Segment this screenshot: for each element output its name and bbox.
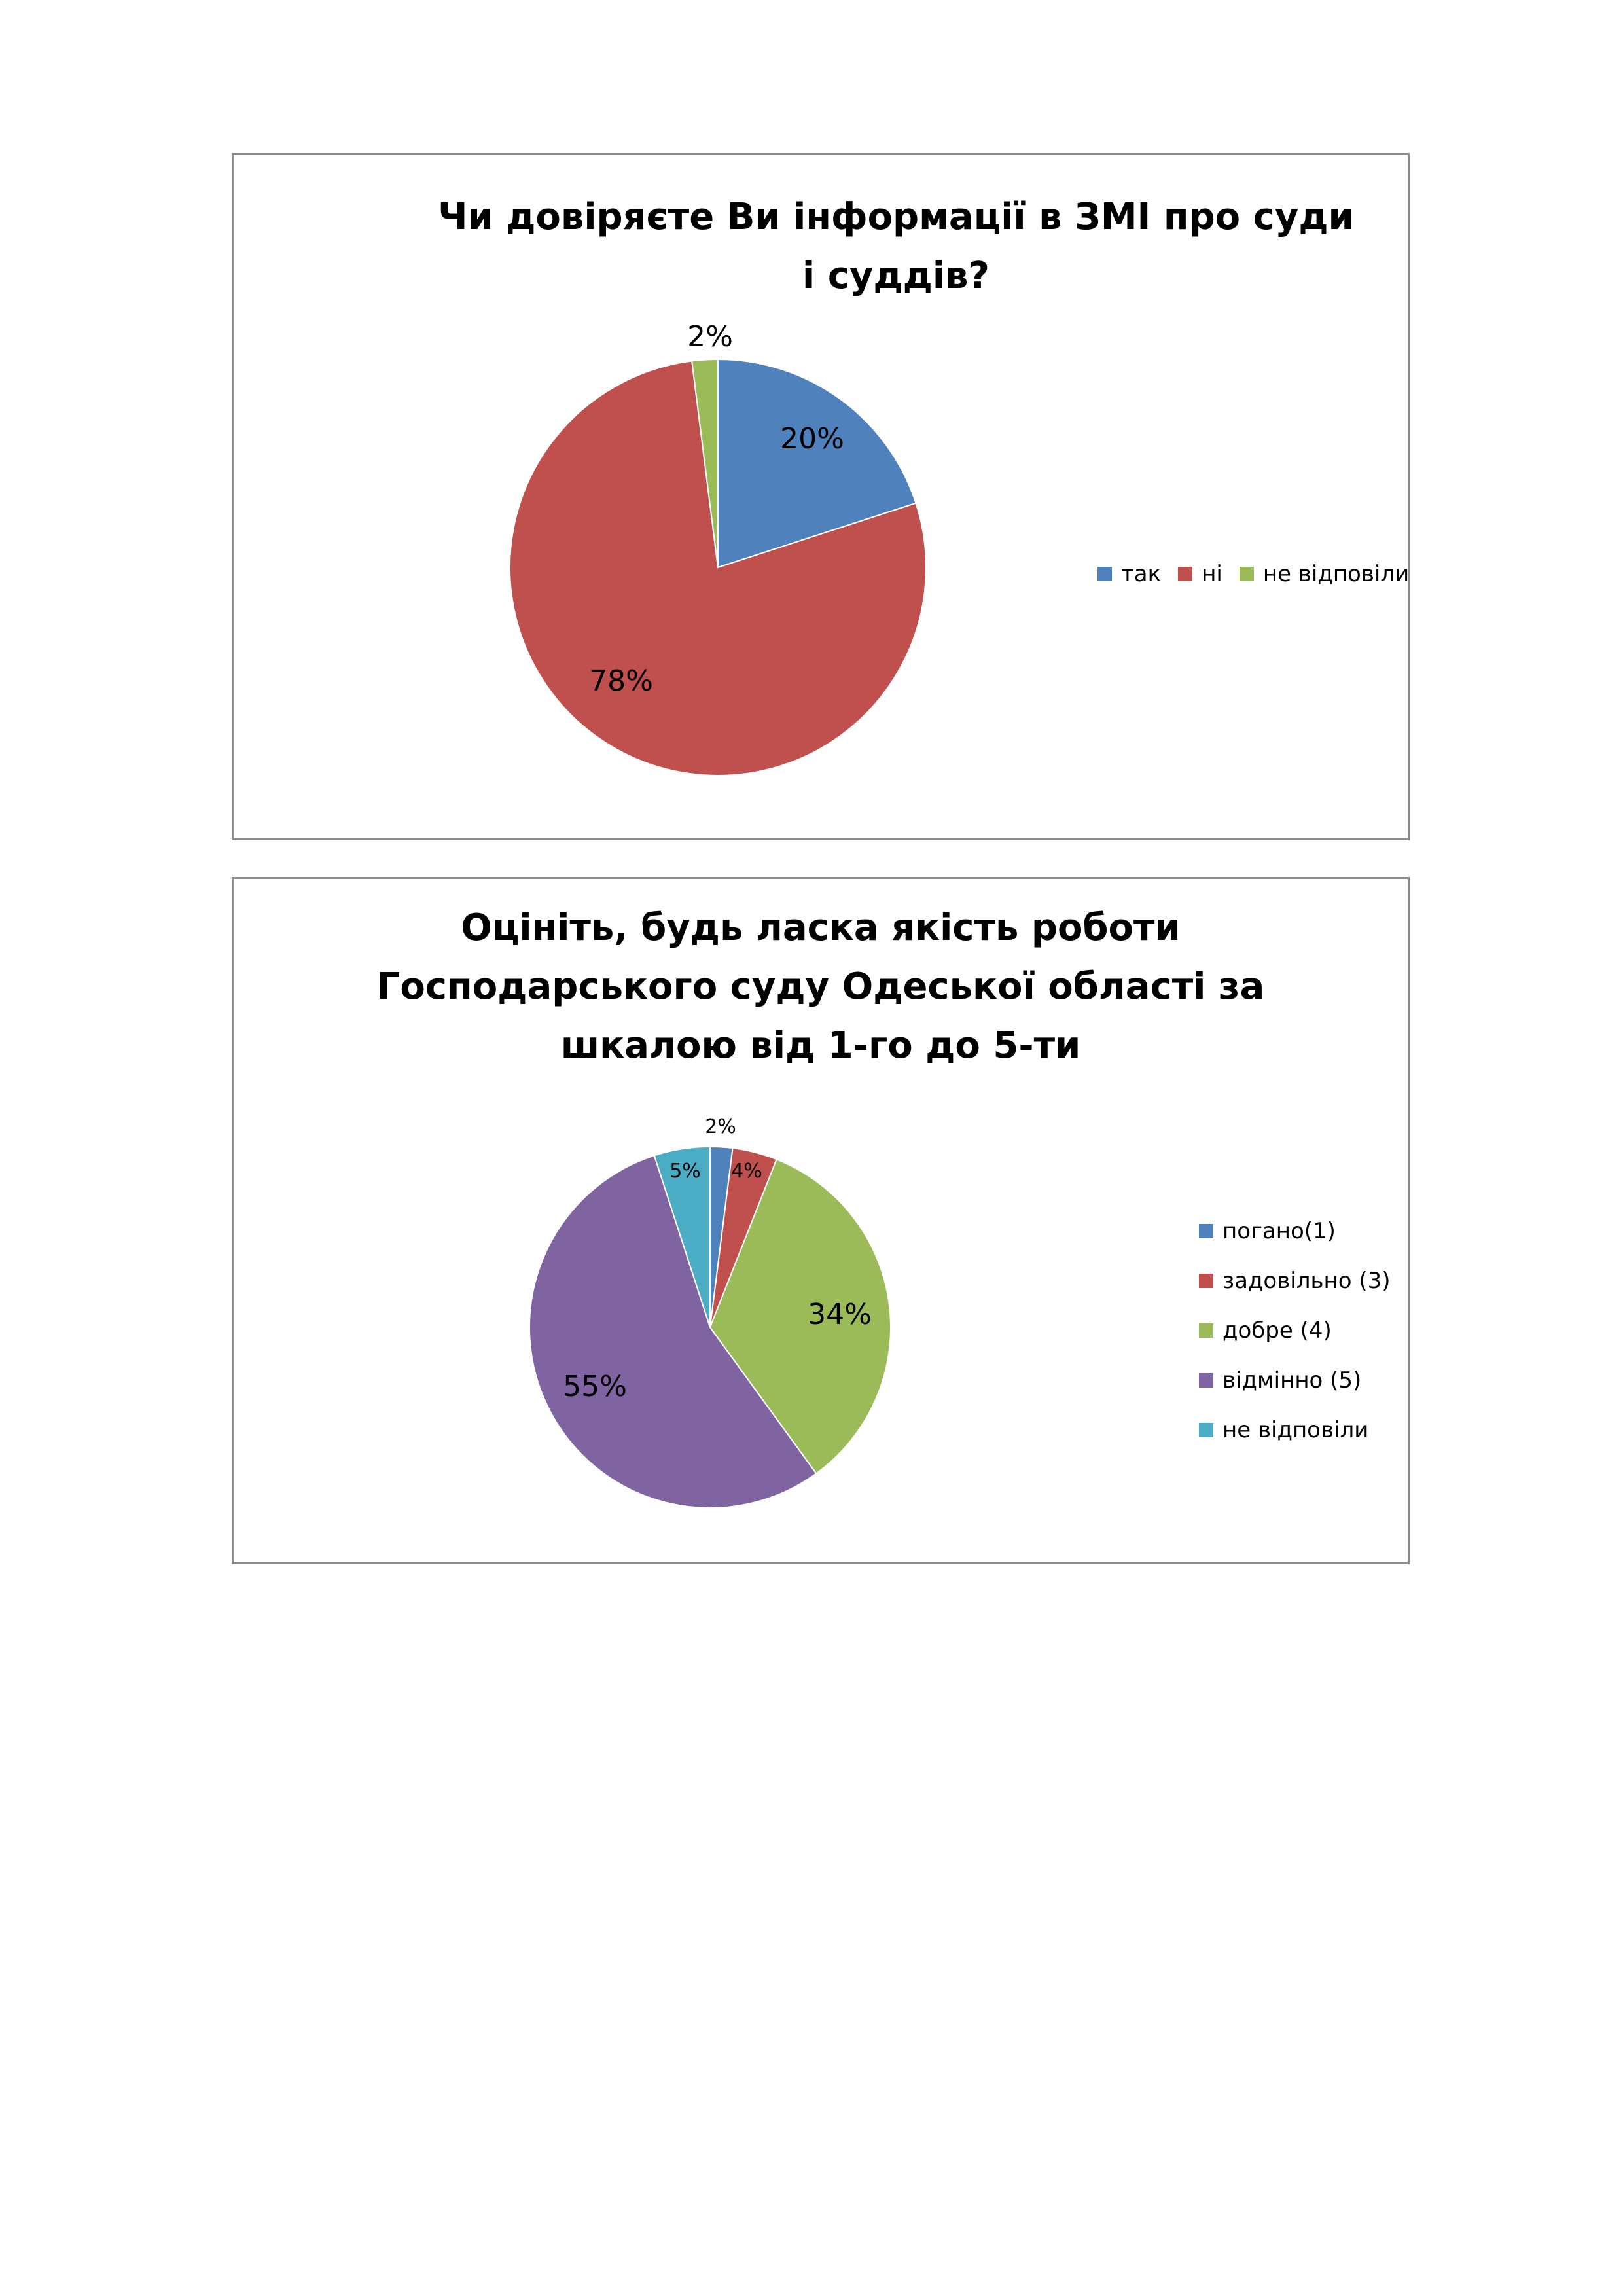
legend-swatch [1178, 567, 1192, 581]
data-label: 2% [705, 1115, 736, 1138]
legend-label: не відповіли [1262, 561, 1410, 587]
pie-chart [234, 155, 1412, 842]
chart-title-line: і суддів? [802, 255, 990, 297]
legend-item [1199, 1256, 1390, 1306]
legend-swatch [1097, 567, 1112, 581]
data-label: 55% [563, 1370, 627, 1403]
chart-title-line: Оцініть, будь ласка якість роботи [461, 906, 1181, 949]
data-label: 78% [589, 664, 653, 698]
chart-legend [1199, 1206, 1390, 1455]
legend-swatch [1199, 1274, 1213, 1288]
legend-swatch [1240, 567, 1254, 581]
legend-item [1199, 1306, 1390, 1355]
legend-item [1199, 1206, 1390, 1256]
legend-item [1199, 1405, 1390, 1455]
data-label: 2% [687, 320, 733, 353]
court-rating-chart [232, 877, 1410, 1564]
chart-legend [1097, 561, 1426, 587]
chart-title-line: Господарського суду Одеської області за [376, 965, 1265, 1008]
legend-label: ні [1202, 561, 1222, 587]
legend-swatch [1199, 1323, 1213, 1338]
legend-item [1240, 561, 1409, 587]
legend-item [1097, 561, 1161, 587]
data-label: 5% [669, 1160, 701, 1183]
chart-title-line: Чи довіряєте Ви інформації в ЗМІ про суди [438, 196, 1354, 238]
trust-media-chart [232, 153, 1410, 840]
data-label: 34% [808, 1298, 872, 1331]
legend-swatch [1199, 1423, 1213, 1437]
legend-item [1199, 1355, 1390, 1405]
legend-label: добре (4) [1222, 1318, 1332, 1344]
chart-title-line: шкалою від 1-го до 5-ти [560, 1024, 1081, 1067]
legend-label: не відповіли [1222, 1417, 1369, 1443]
legend-label: задовільно (3) [1222, 1268, 1391, 1294]
legend-label: відмінно (5) [1222, 1367, 1362, 1393]
data-label: 20% [780, 422, 844, 456]
legend-label: погано(1) [1222, 1218, 1336, 1244]
legend-label: так [1121, 561, 1162, 587]
legend-swatch [1199, 1373, 1213, 1388]
legend-item [1178, 561, 1222, 587]
legend-swatch [1199, 1224, 1213, 1238]
data-label: 4% [731, 1160, 762, 1183]
